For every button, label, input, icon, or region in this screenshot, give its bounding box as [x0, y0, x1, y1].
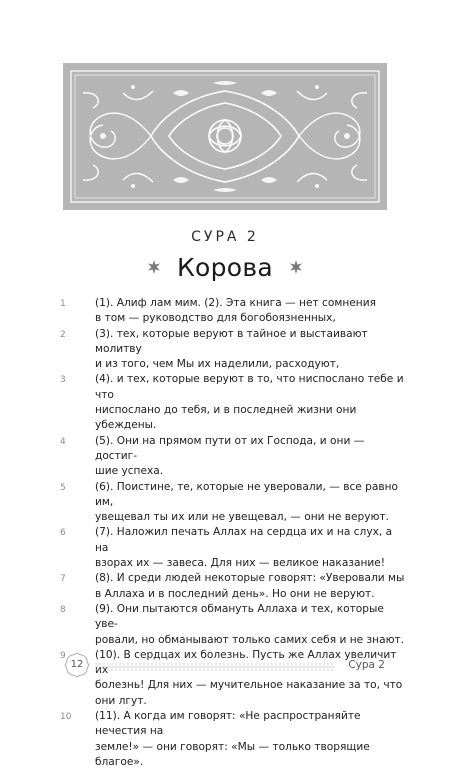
verse-text: (6). Поистине, те, которые не уверовали, — все равно им, увещевал ты их или не увещевал, — они не веруют. [95, 480, 399, 524]
verse-number: 8 [60, 604, 66, 615]
verse-4 [0, 434, 450, 480]
verse-text: (11). А когда им говорят: «Не распространяйте нечестия на земле!» — они говорят: «Мы — только творящие благое». [95, 710, 370, 768]
verse-1 [0, 296, 450, 327]
verse-number: 5 [60, 482, 66, 493]
verse-text: (5). Они на прямом пути от их Господа, и они — достиг- шие успеха. [95, 434, 365, 478]
verse-text: (3). тех, которые веруют в тайное и выстаивают молитву и из того, чем Мы их наделили, расходуют, [95, 327, 368, 371]
page-number: 12 [70, 659, 84, 670]
verse-10 [0, 709, 450, 770]
verse-text: (1). Алиф лам мим. (2). Эта книга — нет сомнения в том — руководство для богобоязненных, [95, 297, 376, 325]
decorative-rule-icon [95, 663, 335, 671]
star-ornament-left-icon [147, 260, 161, 274]
verse-number: 6 [60, 528, 66, 539]
verse-5 [0, 480, 450, 526]
verse-number: 3 [60, 375, 66, 386]
verse-number: 10 [60, 712, 72, 723]
verse-6 [0, 525, 450, 571]
verse-3 [0, 372, 450, 433]
star-ornament-right-icon [289, 260, 303, 274]
verse-text: (8). И среди людей некоторые говорят: «Уверовали мы в Аллаха и в последний день». Но они не веруют. [95, 572, 405, 600]
ornamental-header-panel [63, 63, 387, 210]
arabesque-ornament-icon [63, 63, 387, 210]
verse-number: 7 [60, 574, 66, 585]
verse-number: 2 [60, 329, 66, 340]
verse-7 [0, 571, 450, 602]
verse-2 [0, 327, 450, 373]
verse-text: (9). Они пытаются обмануть Аллаха и тех, которые уве- ровали, но обманывают только самих себя и не знают. [95, 602, 405, 646]
verse-8 [0, 602, 450, 648]
page-title: Корова [176, 252, 274, 282]
verse-text: (4). и тех, которые веруют в то, что ниспослано тебе и что ниспослано до тебя, и в последней жизни они убеждены. [95, 373, 404, 432]
verse-number: 9 [60, 650, 66, 661]
verse-number: 1 [60, 299, 66, 309]
verse-number: 4 [60, 436, 66, 447]
verse-text: (10). В сердцах их болезнь. Пусть же Аллах увеличит их болезнь! Для них — мучительное наказание за то, что они лгут. [95, 648, 403, 707]
sura-label: СУРА 2 [191, 229, 259, 245]
verse-text: (7). Наложил печать Аллах на сердца их и на слух, а на взорах их — завеса. Для них — великое наказание! [95, 526, 393, 570]
title-row [0, 250, 450, 284]
verse-list [0, 296, 450, 770]
running-head: Сура 2 [348, 659, 385, 671]
